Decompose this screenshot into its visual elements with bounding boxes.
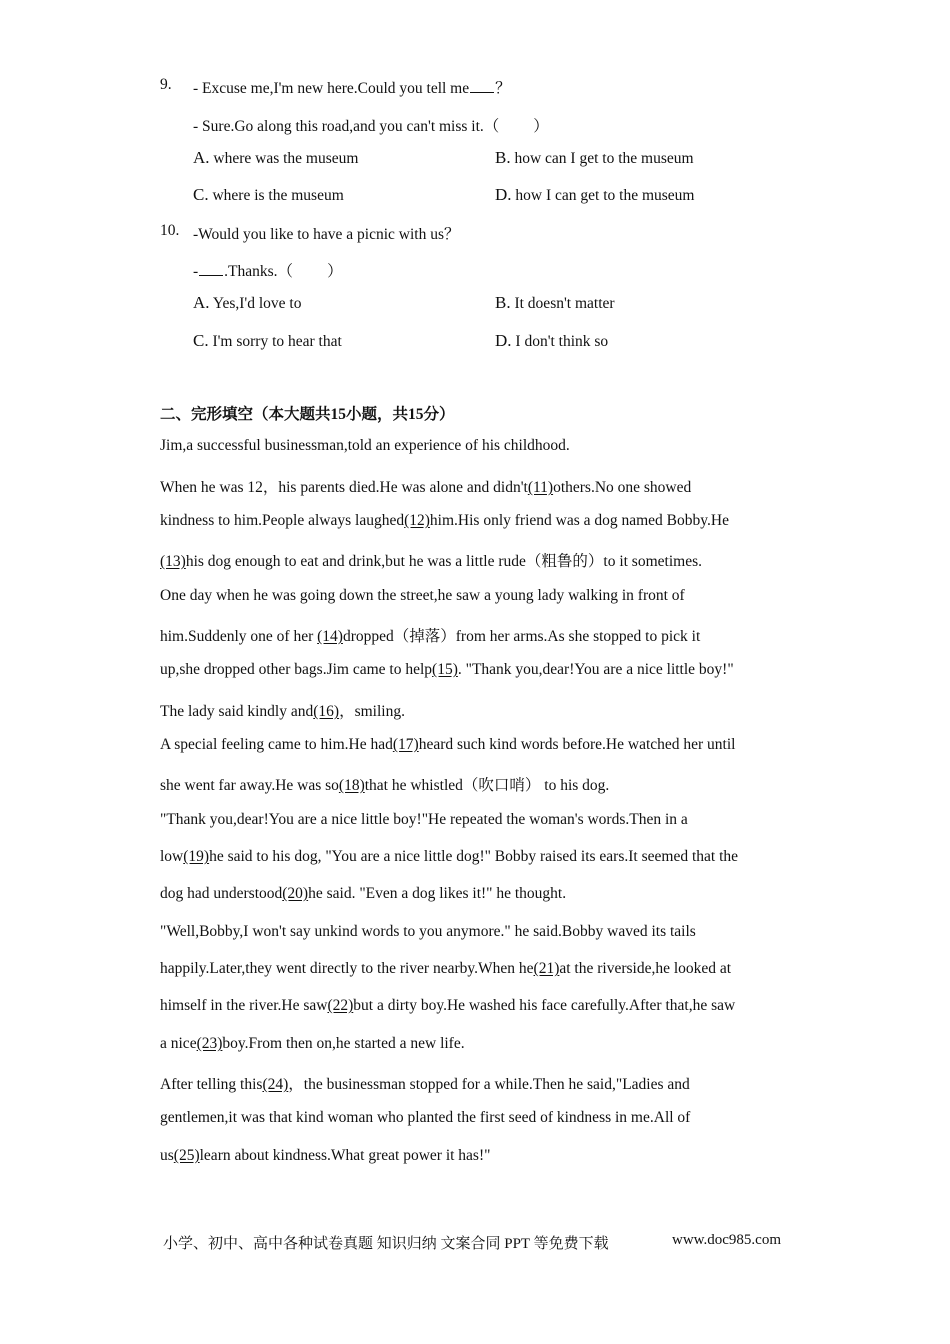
question-10-number: 10.	[160, 222, 180, 239]
passage-line: "Thank you,dear!You are a nice little boy!"He repeated the woman's words.Then in a	[160, 811, 688, 828]
passage-line: up,she dropped other bags.Jim came to help(15). "Thank you,dear!You are a nice little boy!"	[160, 661, 734, 678]
cloze-blank-14[interactable]: (14)	[317, 628, 343, 645]
passage-line: "Well,Bobby,I won't say unkind words to you anymore." he said.Bobby waved its tails	[160, 923, 696, 940]
cloze-blank-19[interactable]: (19)	[183, 848, 210, 865]
passage-line: (13)his dog enough to eat and drink,but he was a little rude（粗鲁的）to it sometimes.	[160, 553, 702, 570]
question-10-option-a[interactable]: A. Yes,I'd love to	[193, 293, 302, 312]
cloze-blank-16[interactable]: (16)	[313, 703, 340, 720]
passage-line: happily.Later,they went directly to the river nearby.When he(21)at the riverside,he looked at	[160, 960, 732, 977]
cloze-blank-21[interactable]: (21)	[533, 960, 560, 977]
cloze-blank-23[interactable]: (23)	[196, 1035, 223, 1052]
footer-url-link[interactable]: www.doc985.com	[672, 1232, 782, 1248]
passage-line: a nice(23)boy.From then on,he started a new life.	[160, 1035, 465, 1052]
passage-line: gentlemen,it was that kind woman who planted the first seed of kindness in me.All of	[160, 1109, 691, 1126]
question-10-stem: -Would you like to have a picnic with us？	[193, 226, 460, 243]
passage-line: him.Suddenly one of her (14)dropped（掉落）from her arms.As she stopped to pick it	[160, 628, 701, 645]
cloze-blank-11[interactable]: (11)	[527, 479, 554, 496]
passage-line: she went far away.He was so(18)that he whistled（吹口哨） to his dog.	[160, 777, 610, 794]
passage-line: When he was 12，his parents died.He was alone and didn't(11)others.No one showed	[160, 479, 692, 496]
question-9-option-b[interactable]: B. how can I get to the museum	[495, 148, 694, 167]
question-10-option-b[interactable]: B. It doesn't matter	[495, 293, 615, 312]
passage-line: After telling this(24)，the businessman stopped for a while.Then he said,"Ladies and	[160, 1076, 690, 1093]
question-9-option-a[interactable]: A. where was the museum	[193, 148, 359, 167]
footer-text: 小学、初中、高中各种试卷真题 知识归纳 文案合同 PPT 等免费下载	[163, 1236, 609, 1252]
cloze-blank-20[interactable]: (20)	[282, 885, 309, 902]
question-9-stem: - Excuse me,I'm new here.Could you tell me ？	[193, 80, 511, 97]
passage-line: Jim,a successful businessman,told an experience of his childhood.	[160, 437, 570, 454]
passage-line: dog had understood(20)he said. "Even a dog likes it!" he thought.	[160, 885, 567, 902]
cloze-blank-13[interactable]: (13)	[160, 553, 186, 570]
cloze-blank-25[interactable]: (25)	[173, 1147, 200, 1164]
question-10-option-c[interactable]: C. I'm sorry to hear that	[193, 331, 342, 350]
passage-line: kindness to him.People always laughed(12)him.His only friend was a dog named Bobby.He	[160, 512, 729, 529]
cloze-blank-12[interactable]: (12)	[404, 512, 430, 529]
cloze-blank-18[interactable]: (18)	[338, 777, 365, 794]
passage-line: The lady said kindly and(16)，smiling.	[160, 703, 405, 720]
cloze-blank-17[interactable]: (17)	[392, 736, 419, 753]
cloze-blank-22[interactable]: (22)	[327, 997, 354, 1014]
answer-blank	[470, 91, 494, 93]
passage-line: us(25)learn about kindness.What great power it has!"	[160, 1147, 491, 1164]
question-9-reply: - Sure.Go along this road,and you can't miss it.（ ）	[193, 118, 549, 135]
question-9-number: 9.	[160, 76, 172, 93]
cloze-blank-24[interactable]: (24)	[262, 1076, 289, 1093]
question-9-option-c[interactable]: C. where is the museum	[193, 185, 344, 204]
question-10-option-d[interactable]: D. I don't think so	[495, 331, 609, 350]
section-title: 二、完形填空（本大题共15小题，共15分）	[160, 406, 455, 423]
passage-line: A special feeling came to him.He had(17)heard such kind words before.He watched her until	[160, 736, 736, 753]
passage-line: himself in the river.He saw(22)but a dirty boy.He washed his face carefully.After that,he saw	[160, 997, 736, 1014]
answer-blank	[199, 274, 223, 276]
passage-line: low(19)he said to his dog, "You are a nice little dog!" Bobby raised its ears.It seemed that the	[160, 848, 739, 865]
question-9-option-d[interactable]: D. how I can get to the museum	[495, 185, 695, 204]
question-10-reply: - .Thanks.（ ）	[193, 263, 343, 280]
cloze-blank-15[interactable]: (15)	[432, 661, 458, 678]
passage-line: One day when he was going down the street,he saw a young lady walking in front of	[160, 587, 685, 604]
